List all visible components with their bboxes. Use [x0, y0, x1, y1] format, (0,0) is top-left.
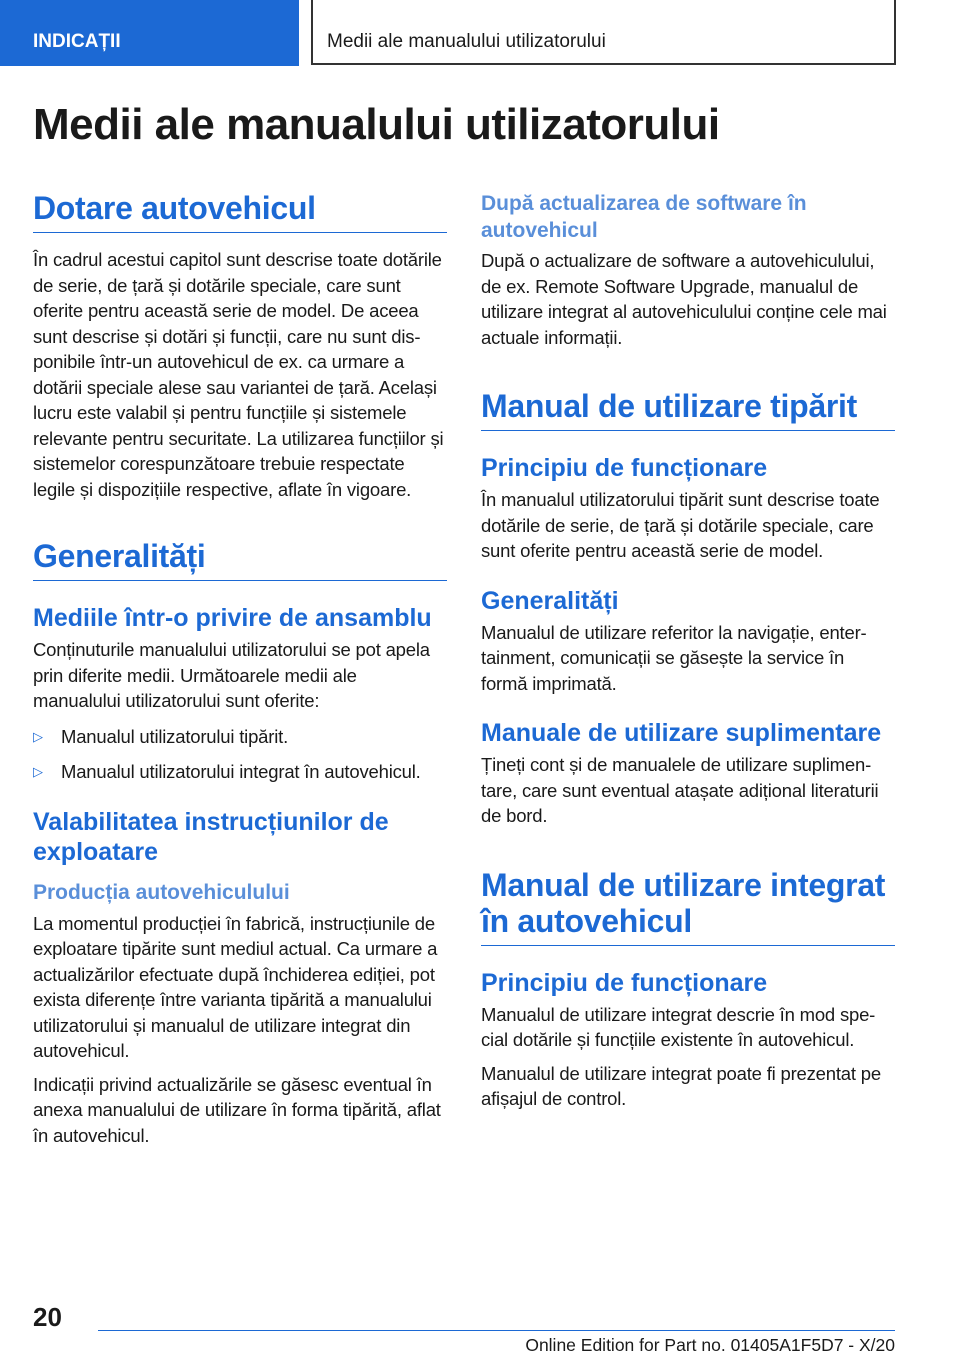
paragraph-mediile: Conținuturile manualului utilizatorului se pot apela prin diferite medii. Următoarele medii ale manualului utilizatorului sunt oferite:	[33, 639, 430, 711]
list-item	[33, 759, 447, 785]
left-column	[33, 190, 447, 1148]
paragraph-indicatii: Indicații privind actualizările se găsesc eventual în anexa manualului de utilizare în forma tipărită, aflat în autovehicul.	[33, 1073, 441, 1146]
paragraph-productia: La momentul producției în fabrică, instrucțiunile de exploatare tipărite sunt mediul actual. Ca urmare a actualizărilor efectuate după închiderea ediției, pot exista diferențe între varianta tipărită a manualului utilizatorului și manualul de utilizare integrat din autovehicul.	[33, 912, 438, 1061]
heading-mediile: Mediile într-o privire de ansamblu	[33, 604, 432, 632]
media-list	[33, 724, 447, 785]
paragraph-generalitati-tiparit: Manualul de utilizare referitor la navigație, entertainment, comunicații se găsește la service în formă imprimată.	[481, 621, 867, 694]
triangle-bullet-icon: ▷	[33, 764, 43, 779]
heading-generalitati: Generalități	[33, 538, 447, 581]
paragraph-afisaj: Manualul de utilizare integrat poate fi prezentat pe afișajul de control.	[481, 1062, 881, 1109]
list-item-text: Manualul utilizatorului tipărit.	[61, 725, 289, 747]
heading-dotare-autovehicul: Dotare autovehicul	[33, 190, 447, 233]
paragraph-dotare: În cadrul acestui capitol sunt descrise toate dotările de serie, de țară și dotările speciale, care sunt oferite pentru această serie de model. De aceea sunt descrise și dotări și funcții, care nu sunt disponibile într-un autovehicul de ex. ca urmare a dotării speciale alese sau variantei de țară. Același lucru este valabil și pentru funcțiile și sistemele relevante pentru securitate. La utilizarea funcțiilor și sistemelor corespunzătoare trebuie respectate legile și dispozițiile respective, aflate în vigoare.	[33, 249, 444, 500]
list-item-text: Manualul utilizatorului integrat în autovehicul.	[61, 761, 421, 782]
paragraph-principiu-tiparit: În manualul utilizatorului tipărit sunt descrise toate dotările de serie, de țară și dotările speciale, care sunt oferite pentru această serie de model.	[481, 489, 880, 561]
heading-generalitati-tiparit: Generalități	[481, 586, 619, 615]
right-column	[481, 190, 895, 1112]
header-chapter-title: Medii ale manualului utilizatorului	[311, 0, 896, 65]
header-section-tab: INDICAȚII	[0, 0, 299, 66]
heading-valabilitatea: Valabilitatea instrucțiunilor de exploatare	[33, 807, 389, 866]
list-item	[33, 724, 447, 750]
heading-manuale-suplimentare: Manuale de utilizare suplimentare	[481, 719, 882, 747]
heading-manual-tiparit: Manual de utilizare tipărit	[481, 388, 895, 431]
heading-principiu-integrat: Principiu de funcționare	[481, 968, 768, 997]
heading-productia: Producția autovehiculului	[33, 880, 290, 904]
footer-divider	[98, 1330, 895, 1331]
heading-principiu-tiparit: Principiu de funcționare	[481, 454, 768, 482]
heading-manual-integrat: Manual de utilizare integrat în autovehicul	[481, 867, 895, 946]
paragraph-principiu-integrat: Manualul de utilizare integrat descrie în mod special dotările și funcțiile existente în autovehicul.	[481, 1003, 876, 1050]
footer-edition: Online Edition for Part no. 01405A1F5D7 - X/20	[525, 1335, 895, 1355]
paragraph-manuale-suplimentare: Țineți cont și de manualele de utilizare suplimentare, care sunt eventual atașate adițional literaturii de bord.	[481, 754, 879, 826]
triangle-bullet-icon: ▷	[33, 728, 43, 744]
page-title: Medii ale manualului utilizatorului	[33, 100, 720, 149]
page-number: 20	[33, 1302, 62, 1332]
paragraph-dupa-actualizarea: După o actualizare de software a autovehiculului, de ex. Remote Software Upgrade, manualul de utilizare integrat al autovehiculului conține cele mai actuale informații.	[481, 250, 887, 348]
heading-dupa-actualizarea: După actualizarea de software în autovehicul	[481, 192, 807, 242]
